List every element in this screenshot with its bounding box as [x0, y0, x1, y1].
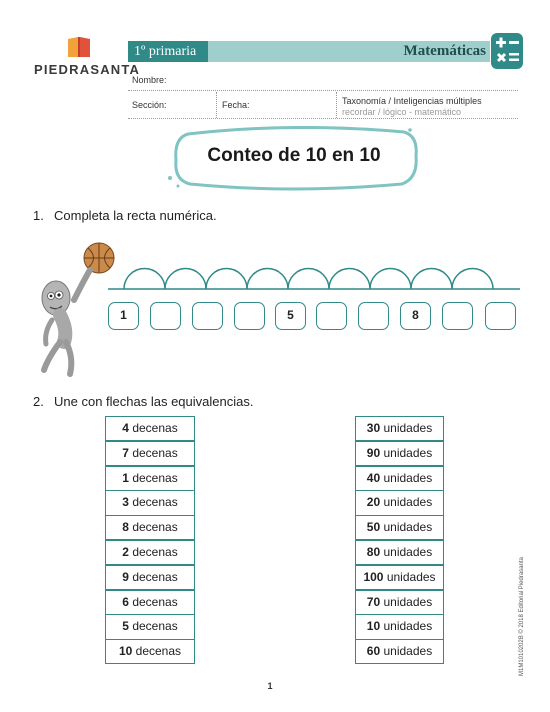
quantity-unit: unidades [383, 619, 433, 634]
units-cell[interactable] [356, 566, 443, 589]
quantity-number: 80 [366, 544, 381, 559]
quantity-unit: unidades [383, 520, 433, 535]
tens-cell[interactable] [106, 566, 194, 589]
tens-cell[interactable] [106, 467, 194, 490]
quantity-unit: unidades [383, 644, 433, 659]
worksheet-title: Conteo de 10 en 10 [207, 145, 381, 166]
units-cell[interactable] [356, 615, 443, 638]
taxonomy-detail: recordar / lógico - matemático [342, 107, 462, 117]
tens-cell[interactable] [106, 491, 194, 514]
page-number: 1 [267, 681, 273, 691]
quantity-unit: decenas [132, 495, 178, 510]
question-1-number: 1. [33, 208, 44, 223]
number-box[interactable] [316, 302, 347, 330]
grade-label: 1º primaria [128, 41, 208, 62]
quantity-unit: unidades [383, 495, 433, 510]
tens-cell[interactable] [106, 541, 194, 564]
number-box[interactable]: 5 [275, 302, 306, 330]
quantity-number: 2 [122, 544, 129, 559]
number-box[interactable] [485, 302, 516, 330]
units-cell[interactable] [356, 442, 443, 465]
publisher-logo-text: PIEDRASANTA [34, 62, 141, 77]
quantity-unit: decenas [132, 569, 178, 584]
units-cell[interactable] [356, 516, 443, 539]
question-2 [33, 394, 253, 409]
number-box[interactable] [150, 302, 181, 330]
quantity-unit: decenas [132, 445, 178, 460]
quantity-unit: unidades [383, 470, 433, 485]
quantity-unit: decenas [132, 470, 178, 485]
quantity-number: 10 [118, 644, 133, 659]
name-label: Nombre: [132, 75, 167, 85]
section-label: Sección: [132, 100, 167, 110]
units-cell[interactable] [356, 417, 443, 440]
number-box[interactable] [192, 302, 223, 330]
tens-cell[interactable] [106, 417, 194, 440]
quantity-unit: decenas [132, 619, 178, 634]
taxonomy-label: Taxonomía / Inteligencias múltiples [342, 96, 482, 106]
quantity-number: 5 [122, 619, 129, 634]
units-cell[interactable] [356, 640, 443, 663]
quantity-number: 7 [122, 445, 129, 460]
units-cell[interactable] [356, 541, 443, 564]
quantity-number: 100 [363, 569, 384, 584]
question-2-text: Une con flechas las equivalencias. [54, 394, 254, 409]
copyright-text: M1M1010202B © 2018 Editorial Piedrasanta [519, 557, 525, 676]
tens-cell[interactable] [106, 516, 194, 539]
question-1-text: Completa la recta numérica. [54, 208, 217, 223]
quantity-number: 40 [366, 470, 381, 485]
book-logo-icon [66, 35, 92, 59]
number-box[interactable] [358, 302, 389, 330]
field-divider [216, 92, 217, 118]
quantity-number: 20 [366, 495, 381, 510]
tens-table [105, 416, 195, 664]
basketball-character-illustration [34, 240, 118, 382]
name-field[interactable] [128, 90, 518, 91]
quantity-number: 6 [122, 594, 129, 609]
units-cell[interactable] [356, 467, 443, 490]
quantity-unit: unidades [383, 544, 433, 559]
quantity-number: 3 [122, 495, 129, 510]
quantity-number: 1 [122, 470, 129, 485]
number-box[interactable] [234, 302, 265, 330]
tens-cell[interactable] [106, 615, 194, 638]
quantity-number: 8 [122, 520, 129, 535]
quantity-unit: decenas [132, 520, 178, 535]
quantity-number: 90 [366, 445, 381, 460]
tens-cell[interactable] [106, 591, 194, 614]
quantity-number: 10 [366, 619, 381, 634]
units-cell[interactable] [356, 491, 443, 514]
header-bottom-line [128, 118, 518, 119]
tens-cell[interactable] [106, 442, 194, 465]
number-box[interactable]: 1 [108, 302, 139, 330]
number-box[interactable]: 8 [400, 302, 431, 330]
number-line [108, 258, 520, 296]
field-divider [336, 92, 337, 118]
units-cell[interactable] [356, 591, 443, 614]
quantity-unit: decenas [132, 594, 178, 609]
question-2-number: 2. [33, 394, 44, 409]
quantity-number: 60 [366, 644, 381, 659]
quantity-unit: decenas [132, 544, 178, 559]
number-box[interactable] [442, 302, 473, 330]
question-1 [33, 208, 217, 223]
quantity-number: 30 [366, 421, 381, 435]
quantity-unit: unidades [383, 594, 433, 609]
subject-label: Matemáticas [403, 43, 486, 59]
date-label: Fecha: [222, 100, 250, 110]
quantity-unit: unidades [386, 569, 436, 584]
quantity-number: 4 [122, 421, 129, 435]
quantity-number: 70 [366, 594, 381, 609]
tens-cell[interactable] [106, 640, 194, 663]
units-table [355, 416, 444, 664]
quantity-unit: decenas [135, 644, 182, 659]
quantity-unit: decenas [132, 421, 178, 435]
quantity-number: 9 [122, 569, 129, 584]
quantity-unit: unidades [383, 421, 433, 435]
quantity-number: 50 [366, 520, 381, 535]
math-operations-icon [491, 33, 523, 69]
quantity-unit: unidades [383, 445, 433, 460]
